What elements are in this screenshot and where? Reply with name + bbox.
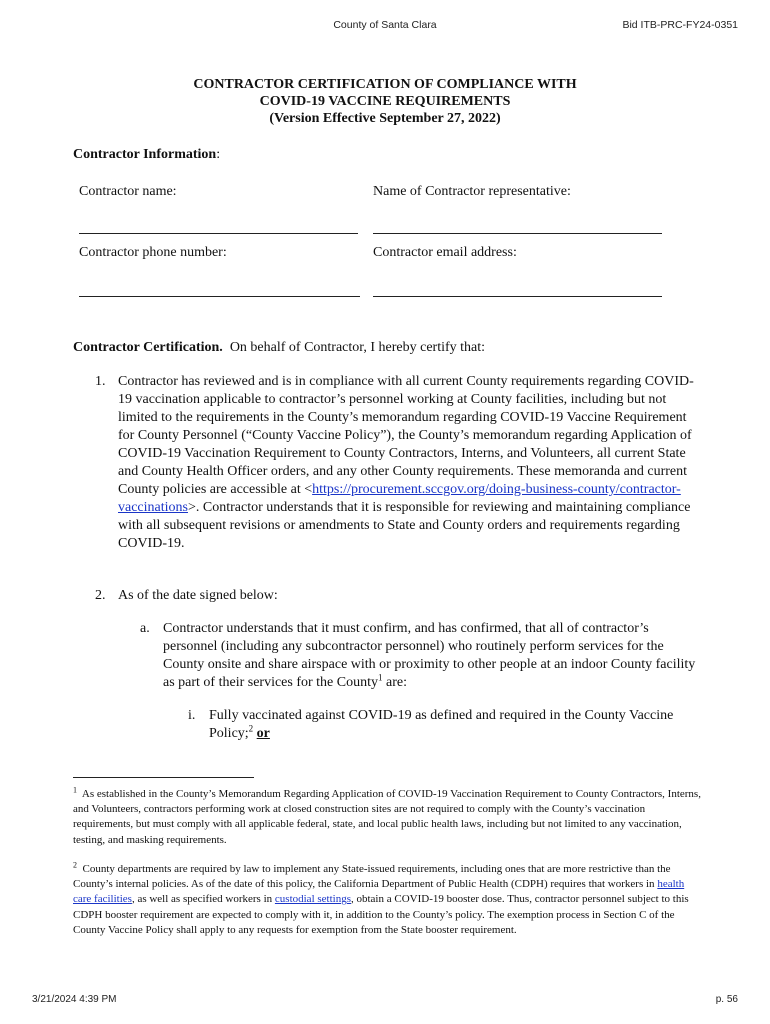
title-line-3: (Version Effective September 27, 2022) xyxy=(269,111,501,126)
title-line-2: COVID-19 VACCINE REQUIREMENTS xyxy=(259,94,511,109)
certification-heading: Contractor Certification. xyxy=(73,340,223,355)
title-line-1: CONTRACTOR CERTIFICATION OF COMPLIANCE WITH xyxy=(193,77,577,92)
document-title xyxy=(0,76,770,127)
contractor-name-field[interactable] xyxy=(79,233,358,234)
footnote-ref-1[interactable]: 1 xyxy=(378,672,383,683)
health-care-facilities-link[interactable]: health care facilities xyxy=(73,878,685,906)
item-2a-label: a. xyxy=(140,621,150,636)
contractor-email-field[interactable] xyxy=(373,296,662,297)
contractor-phone-field[interactable] xyxy=(79,296,360,297)
footer-timestamp: 3/21/2024 4:39 PM xyxy=(32,994,117,1005)
footnote-ref-2[interactable]: 2 xyxy=(248,723,254,734)
or-connector: or xyxy=(256,726,270,741)
item-2a-text: Contractor understands that it must confirm, and has confirmed, that all of contractor’s personnel (including any subcontractor personnel) who routinely perform services for the County onsite and share airspace with or proximity to other people at an indoor County facility as part of their services for the County$^1$ are: xyxy=(163,621,696,690)
item-2-number: 2. xyxy=(95,588,106,603)
item-2-text: As of the date signed below: xyxy=(118,588,278,603)
contractor-name-label: Contractor name: xyxy=(79,184,177,199)
certification-intro: Contractor Certification. On behalf of Contractor, I hereby certify that: xyxy=(73,340,486,355)
contractor-phone-label: Contractor phone number: xyxy=(79,245,227,260)
item-1-text: Contractor has reviewed and is in compliance with all current County requirements regarding COVID-19 vaccination applicable to contractor’s personnel working at County facilities, including but not limited to the requirements in the County’s memorandum regarding COVID-19 Vaccine Requirement for County Personnel (“County Vaccine Policy”), the County’s memorandum regarding Application of COVID-19 Vaccination Requirement to County Contractors, Interns, and Volunteers, all current State and County Health Officer orders, and any other County requirements. These memoranda and current County policies are accessible at <https://procurement.sccgov.org/doing-business-county/contractor-vaccinations>. Contractor understands that it is responsible for reviewing and maintaining compliance with all subsequent revisions or amendments to State and County orders and requirements regarding COVID-19. xyxy=(118,374,694,551)
item-2a-i-text: Fully vaccinated against COVID-19 as defined and required in the County Vaccine Policy;$^2$ or xyxy=(209,708,674,741)
item-1-number: 1. xyxy=(95,374,106,389)
contractor-info-heading: Contractor Information: xyxy=(73,147,221,162)
representative-name-label: Name of Contractor representative: xyxy=(373,184,571,199)
footnote-2: $^2$ County departments are required by law to implement any State-issued requirements, including ones that are more restrictive than the County’s internal policies. As of the date of this policy, the California Department of Public Health (CDPH) requires that workers in health care facilities, as well as specified workers in custodial settings, obtain a COVID-19 booster dose. Thus, contractor personnel subject to this CDPH booster requirement are expected to comply with it, in addition to the County’s policy. The exemption process in Section C of the County Vaccine Policy shall apply to any requests for exemption from the State booster requirement. xyxy=(73,860,689,936)
representative-name-field[interactable] xyxy=(373,233,662,234)
footnote-2-number: 2 xyxy=(73,860,77,870)
contractor-email-label: Contractor email address: xyxy=(373,245,517,260)
footer-page-number: p. 56 xyxy=(715,994,738,1005)
footnote-1-number: 1 xyxy=(73,785,77,795)
custodial-settings-link[interactable]: custodial settings xyxy=(274,893,351,906)
footnote-divider xyxy=(73,777,254,778)
page-header-bid-id: Bid ITB-PRC-FY24-0351 xyxy=(622,19,738,31)
contractor-vaccinations-link[interactable]: https://procurement.sccgov.org/doing-business-county/contractor-vaccinations xyxy=(118,482,681,515)
item-2a-i-label: i. xyxy=(188,708,196,723)
page-header-org: County of Santa Clara xyxy=(333,19,437,31)
footnote-1: $^1$ As established in the County’s Memorandum Regarding Application of COVID-19 Vaccination Requirement to County Contractors, Interns, and Volunteers, contractors performing work at closed construction sites are not required to comply with the County’s vaccination requirements, but must comply with all applicable federal, state, and local public health laws, including but not limited to any vaccination, testing, and masking requirements. xyxy=(73,785,701,846)
